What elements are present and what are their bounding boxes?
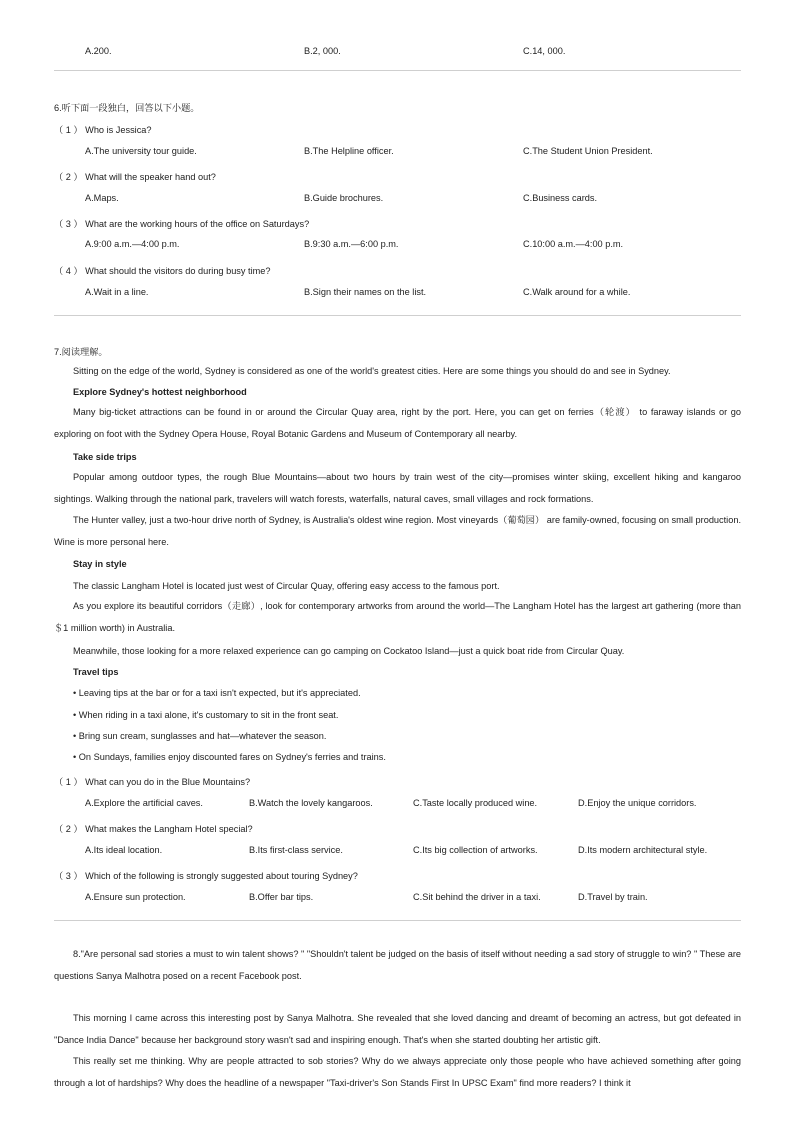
q6-title: 6.听下面一段独白，回答以下小题。 xyxy=(54,103,200,113)
q7-paragraph xyxy=(54,596,741,639)
q7-paragraph xyxy=(54,467,741,510)
q5-option-c: C.14, 000. xyxy=(523,46,566,56)
q6-1-stem: （ 1 ） Who is Jessica? xyxy=(54,125,152,135)
q8-p3-text: This really set me thinking. Why are people attracted to sob stories? Why do we always appreciate only those people who have achieved something after going through a lot of hardships? Why does the headline of a newspaper "Taxi-driver's Son Stands First In UPSC Exam" find more readers? I think it xyxy=(54,1056,741,1088)
divider xyxy=(54,920,741,921)
q7-3-option-b: B.Offer bar tips. xyxy=(249,892,314,902)
q6-2-stem: （ 2 ） What will the speaker hand out? xyxy=(54,172,216,182)
q6-4-option-a: A.Wait in a line. xyxy=(85,287,149,297)
q6-2-option-c: C.Business cards. xyxy=(523,193,598,203)
q7-p5-text: As you explore its beautiful corridors（走廊）, look for contemporary artworks from around the world—The Langham Hotel has the largest art gathering (more than ＄1 million worth) in Australia. xyxy=(54,601,741,633)
q7-tip: • Bring sun cream, sunglasses and hat—whatever the season. xyxy=(73,731,327,741)
q7-heading-neighborhood: Explore Sydney's hottest neighborhood xyxy=(73,387,247,397)
q7-p1-text: Many big-ticket attractions can be found in or around the Circular Quay area, right by the port. Here, you can get on ferries（轮渡） to faraway islands or go exploring on foot with the Sydney Opera House, Royal Botanic Gardens and Museum of Contemporary all nearby. xyxy=(54,407,741,439)
divider xyxy=(54,70,741,71)
q7-1-option-a: A.Explore the artificial caves. xyxy=(85,798,203,808)
q7-1-option-c: C.Taste locally produced wine. xyxy=(413,798,538,808)
q7-p4: The classic Langham Hotel is located just west of Circular Quay, offering easy access to the famous port. xyxy=(73,581,500,591)
q7-tip: • When riding in a taxi alone, it's customary to sit in the front seat. xyxy=(73,710,339,720)
q8-p1-text: 8."Are personal sad stories a must to win talent shows? " "Shouldn't talent be judged on the basis of itself without needing a sad story of struggle to win? " These are questions Sanya Malhotra posed on a recent Facebook post. xyxy=(54,949,741,981)
q7-tip: • On Sundays, families enjoy discounted fares on Sydney's ferries and trains. xyxy=(73,752,386,762)
q8-paragraph xyxy=(54,1008,741,1051)
q7-3-option-c: C.Sit behind the driver in a taxi. xyxy=(413,892,541,902)
q6-2-option-b: B.Guide brochures. xyxy=(304,193,384,203)
q6-3-option-a: A.9:00 a.m.—4:00 p.m. xyxy=(85,239,180,249)
q8-paragraph xyxy=(54,944,741,987)
q6-4-stem: （ 4 ） What should the visitors do during busy time? xyxy=(54,266,271,276)
q7-p6: Meanwhile, those looking for a more relaxed experience can go camping on Cockatoo Island—just a quick boat ride from Circular Quay. xyxy=(73,646,625,656)
q6-3-option-b: B.9:30 a.m.—6:00 p.m. xyxy=(304,239,399,249)
divider xyxy=(54,315,741,316)
q6-3-stem: （ 3 ） What are the working hours of the office on Saturdays? xyxy=(54,219,310,229)
q7-1-option-b: B.Watch the lovely kangaroos. xyxy=(249,798,373,808)
q7-paragraph xyxy=(54,510,741,553)
q7-title: 7.阅读理解。 xyxy=(54,347,108,357)
q6-1-option-a: A.The university tour guide. xyxy=(85,146,197,156)
q7-3-stem: （ 3 ） Which of the following is strongly suggested about touring Sydney? xyxy=(54,871,358,881)
q7-heading-tips: Travel tips xyxy=(73,667,119,677)
q7-tip: • Leaving tips at the bar or for a taxi isn't expected, but it's appreciated. xyxy=(73,688,361,698)
q7-1-option-d: D.Enjoy the unique corridors. xyxy=(578,798,697,808)
q6-1-option-c: C.The Student Union President. xyxy=(523,146,653,156)
q7-2-option-b: B.Its first-class service. xyxy=(249,845,343,855)
q7-2-stem: （ 2 ） What makes the Langham Hotel special? xyxy=(54,824,253,834)
q7-2-option-c: C.Its big collection of artworks. xyxy=(413,845,538,855)
q7-heading-stay: Stay in style xyxy=(73,559,127,569)
q8-paragraph xyxy=(54,1051,741,1094)
q7-paragraph xyxy=(54,402,741,445)
q7-heading-side-trips: Take side trips xyxy=(73,452,137,462)
q7-3-option-d: D.Travel by train. xyxy=(578,892,648,902)
q7-p3-text: The Hunter valley, just a two-hour drive north of Sydney, is Australia's oldest wine region. Most vineyards（葡萄园） are family-owned, focusing on small production. Wine is more personal here. xyxy=(54,515,741,547)
q7-1-stem: （ 1 ） What can you do in the Blue Mountains? xyxy=(54,777,251,787)
q8-p2-text: This morning I came across this interesting post by Sanya Malhotra. She revealed that she loved dancing and dreamt of becoming an actress, but got defeated in "Dance India Dance" because her background story wasn't sad and inspiring enough. That's when she started doubting her artistic gift. xyxy=(54,1013,741,1045)
q6-4-option-c: C.Walk around for a while. xyxy=(523,287,631,297)
q7-2-option-a: A.Its ideal location. xyxy=(85,845,163,855)
q7-p2-text: Popular among outdoor types, the rough Blue Mountains—about two hours by train west of the city—promises winter skiing, excellent hiking and kangaroo sightings. Walking through the national park, travelers will watch forests, waterfalls, natural caves, small villages and rock formations. xyxy=(54,472,741,504)
q5-option-b: B.2, 000. xyxy=(304,46,341,56)
q5-option-a: A.200. xyxy=(85,46,112,56)
q7-intro: Sitting on the edge of the world, Sydney is considered as one of the world's greatest cities. Here are some things you should do and see in Sydney. xyxy=(73,366,671,376)
q6-4-option-b: B.Sign their names on the list. xyxy=(304,287,427,297)
q7-3-option-a: A.Ensure sun protection. xyxy=(85,892,186,902)
q7-2-option-d: D.Its modern architectural style. xyxy=(578,845,708,855)
q6-1-option-b: B.The Helpline officer. xyxy=(304,146,394,156)
q6-2-option-a: A.Maps. xyxy=(85,193,119,203)
q6-3-option-c: C.10:00 a.m.—4:00 p.m. xyxy=(523,239,624,249)
